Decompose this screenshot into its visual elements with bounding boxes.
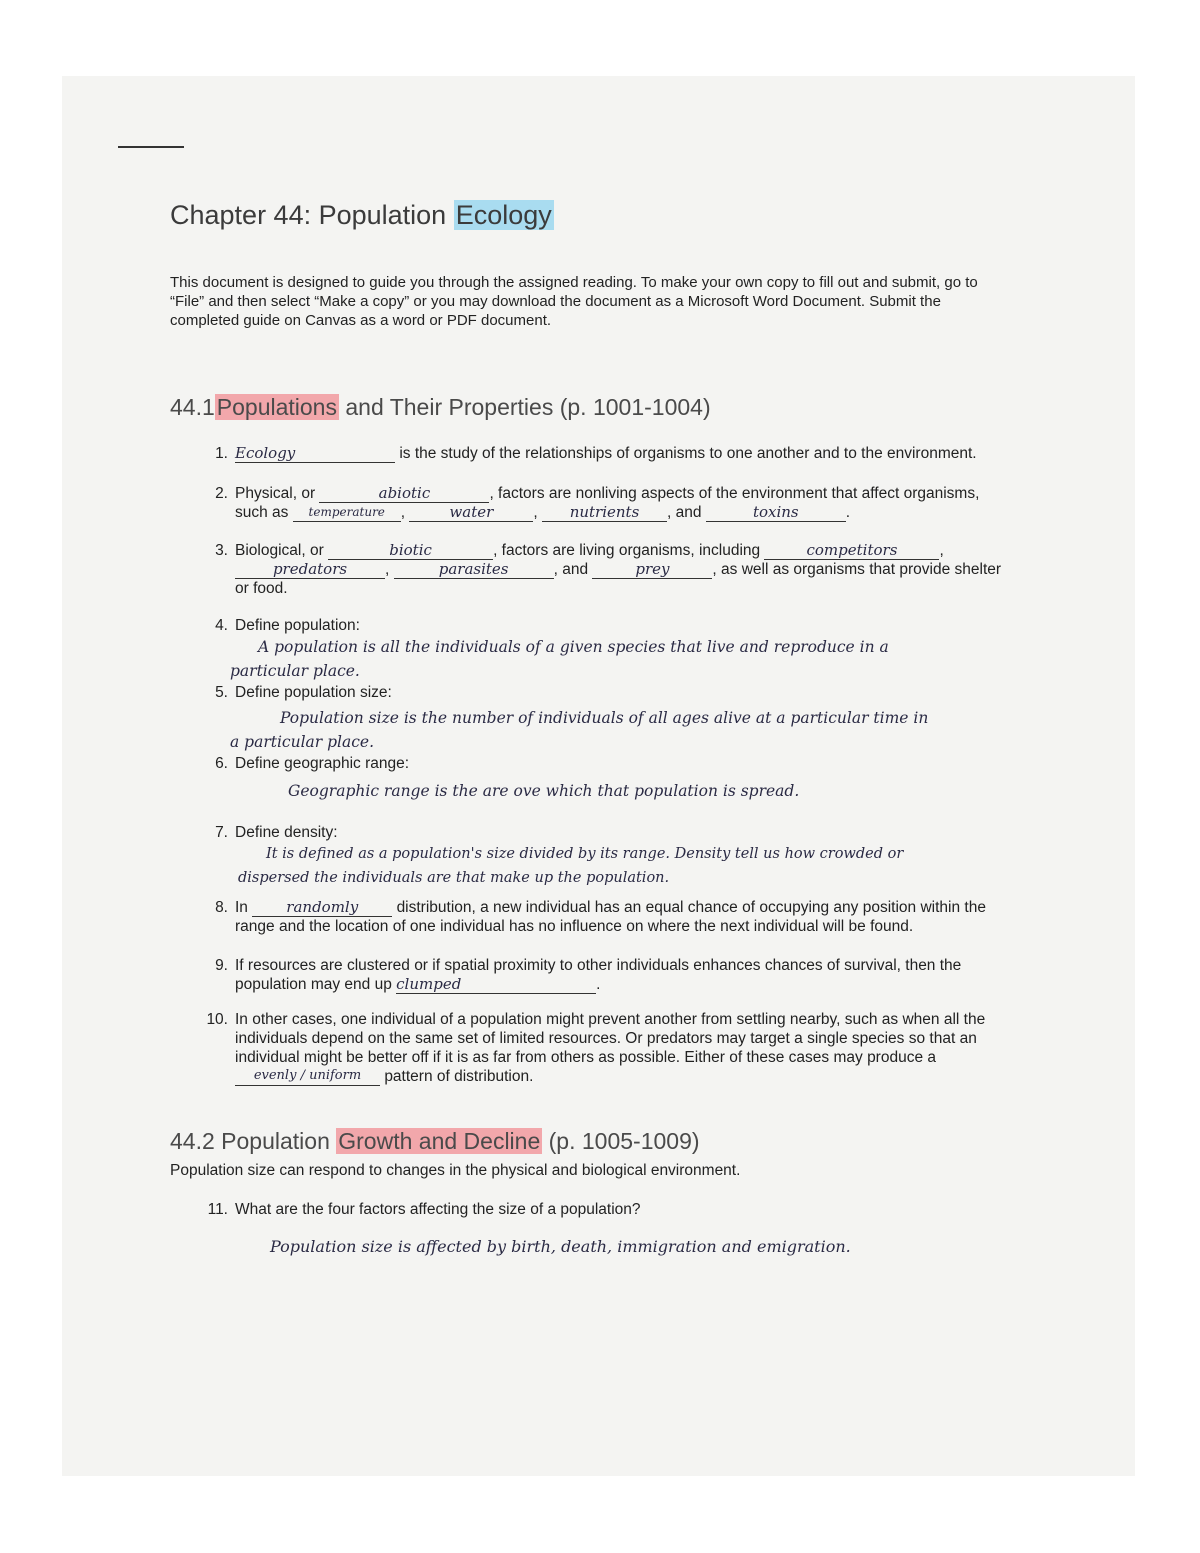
- question-number: 4.: [215, 617, 228, 634]
- question-11: [170, 1200, 1010, 1219]
- question-number: 10.: [206, 1011, 228, 1028]
- chapter-title-prefix: Chapter 44: Population: [170, 200, 447, 230]
- section1-suffix: and Their Properties (p. 1001-1004): [345, 394, 711, 420]
- chapter-title-highlight: Ecology: [455, 200, 552, 230]
- question-text: In: [235, 899, 248, 916]
- section1-highlight: Populations: [216, 394, 337, 420]
- question-text: Physical, or: [235, 485, 316, 502]
- question-7: [170, 823, 1010, 842]
- answer-evenly-uniform[interactable]: evenly / uniform: [235, 1067, 380, 1086]
- question-text: If resources are clustered or if spatial proximity to other individuals enhances chances of survival, then the population may end up: [235, 957, 962, 993]
- question-number: 7.: [215, 824, 228, 841]
- answer-geographic-range[interactable]: Geographic range is the are ove which that population is spread.: [288, 782, 800, 800]
- question-5: [170, 683, 1010, 702]
- answer-biotic[interactable]: biotic: [328, 541, 493, 560]
- question-number: 3.: [215, 542, 228, 559]
- answer-water[interactable]: water: [409, 503, 533, 522]
- section-title-44-2: [170, 1124, 1010, 1158]
- question-4: [170, 616, 1010, 635]
- question-9: 9. If resources are clustered or if spatial proximity to other individuals enhances chances of survival, then the population may end up clumped .: [170, 956, 1010, 994]
- question-number: 9.: [215, 957, 228, 974]
- question-text: distribution, a new individual has an equal chance of occupying any position within the range and the location of one individual has no influence on where the next individual will be found.: [235, 899, 986, 935]
- question-number: 2.: [215, 485, 228, 502]
- question-text: , and: [666, 504, 702, 521]
- question-text: Define population size:: [235, 684, 392, 701]
- question-10: [170, 1010, 1010, 1086]
- question-3: 3. Biological, or biotic , factors are living organisms, including competitors , predators , parasites , and prey , as well as organisms that provide shelter or food.: [170, 541, 1010, 598]
- question-text: Define density:: [235, 824, 338, 841]
- answer-toxins[interactable]: toxins: [706, 503, 846, 522]
- chapter-title: [170, 195, 1010, 235]
- answer-randomly[interactable]: randomly: [252, 898, 392, 917]
- corner-dash: [118, 146, 184, 148]
- question-text: In other cases, one individual of a population might prevent another from settling nearby, such as when all the individuals depend on the same set of limited resources. Or predators may target a single species so that an individual might be better off if it is as far from others as possible. Either of these cases may produce a: [235, 1011, 986, 1066]
- question-text: Biological, or: [235, 542, 324, 559]
- answer-competitors[interactable]: competitors: [764, 541, 939, 560]
- section2-subtitle: Population size can respond to changes in the physical and biological environment.: [170, 1162, 741, 1179]
- answer-parasites[interactable]: parasites: [394, 560, 554, 579]
- worksheet: [170, 195, 1010, 1259]
- answer-abiotic[interactable]: abiotic: [319, 484, 489, 503]
- question-number: 6.: [215, 755, 228, 772]
- section2-suffix: (p. 1005-1009): [548, 1128, 700, 1154]
- answer-four-factors[interactable]: Population size is affected by birth, death, immigration and emigration.: [270, 1237, 851, 1256]
- answer-population[interactable]: A population is all the individuals of a given species that live and reproduce in a particular place.: [230, 638, 889, 680]
- question-number: 1.: [215, 445, 228, 462]
- question-text: , factors are nonliving aspects of the environment that affect organisms, such as: [235, 485, 980, 521]
- question-text: is the study of the relationships of organisms to one another and to the environment.: [399, 445, 977, 462]
- answer-predators[interactable]: predators: [235, 560, 385, 579]
- question-number: 11.: [207, 1201, 228, 1218]
- answer-clumped[interactable]: clumped: [396, 975, 596, 994]
- question-6: [170, 754, 1010, 773]
- question-text: What are the four factors affecting the size of a population?: [235, 1201, 641, 1218]
- section-title-44-1: [170, 390, 1010, 424]
- intro-paragraph: This document is designed to guide you through the assigned reading. To make your own copy to fill out and submit, go to “File” and then select “Make a copy” or you may download the document as a Microsoft Word Document. Submit the completed guide on Canvas as a word or PDF document.: [170, 274, 978, 329]
- question-8: [170, 898, 1010, 936]
- question-text: , as well as organisms that provide shelter or food.: [235, 561, 1002, 597]
- question-number: 5.: [215, 684, 228, 701]
- section2-highlight: Growth and Decline: [338, 1128, 541, 1154]
- question-text: Define geographic range:: [235, 755, 410, 772]
- answer-prey[interactable]: prey: [592, 560, 712, 579]
- answer-nutrients[interactable]: nutrients: [542, 503, 667, 522]
- question-2: 2. Physical, or abiotic , factors are nonliving aspects of the environment that affect organisms, such as temperature , water , nutrients , and toxins .: [170, 484, 1010, 522]
- section2-prefix: 44.2 Population: [170, 1128, 330, 1154]
- question-text: , and: [553, 561, 589, 578]
- answer-density[interactable]: It is defined as a population's size divided by its range. Density tell us how crowded or dispersed the individuals are that make up the population.: [238, 846, 904, 886]
- question-text: Define population:: [235, 617, 360, 634]
- answer-ecology[interactable]: Ecology: [235, 444, 395, 463]
- question-1: [170, 444, 1010, 463]
- answer-temperature[interactable]: temperature: [293, 503, 401, 522]
- section1-prefix: 44.1: [170, 394, 215, 420]
- question-text: pattern of distribution.: [384, 1068, 534, 1085]
- question-number: 8.: [215, 899, 228, 916]
- answer-population-size[interactable]: Population size is the number of individuals of all ages alive at a particular time in a particular place.: [230, 709, 929, 751]
- question-text: , factors are living organisms, including: [493, 542, 761, 559]
